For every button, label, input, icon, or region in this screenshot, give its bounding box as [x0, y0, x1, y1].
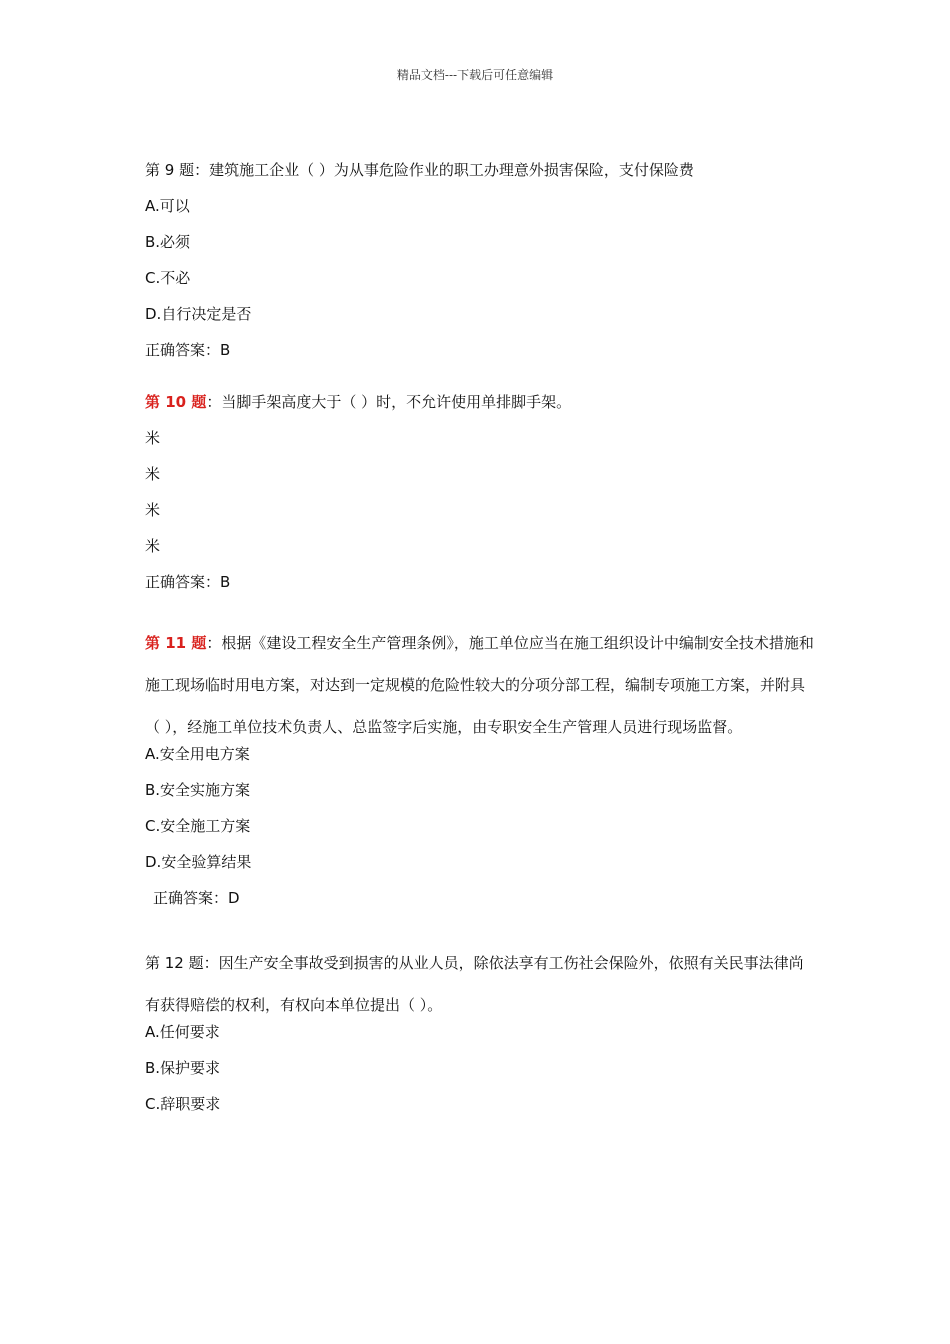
question-number: 第 10 题: [145, 393, 207, 411]
question-11: [145, 622, 815, 922]
question-text: ：建筑施工企业（ ）为从事危险作业的职工办理意外损害保险，支付保险费: [194, 161, 694, 179]
question-11-title: [145, 622, 815, 748]
option: 米: [145, 429, 161, 447]
question-9: [145, 158, 815, 374]
option: B.保护要求: [145, 1059, 221, 1077]
correct-answer: 正确答案：B: [145, 341, 231, 359]
option: C.不必: [145, 269, 191, 287]
correct-answer: 正确答案：B: [145, 573, 231, 591]
option: A.任何要求: [145, 1023, 220, 1041]
question-list: [145, 158, 815, 1128]
option: 米: [145, 465, 161, 483]
option: A.可以: [145, 197, 190, 215]
option: C.辞职要求: [145, 1095, 221, 1113]
question-text: ：根据《建设工程安全生产管理条例》，施工单位应当在施工组织设计中编制安全技术措施和施工现场临时用电方案，对达到一定规模的危险性较大的分项分部工程，编制专项施工方案，并附具（ ），经施工单位技术负责人、总监签字后实施，由专职安全生产管理人员进行现场监督。: [145, 634, 814, 736]
question-9-title: [145, 158, 815, 194]
question-12-title: [145, 942, 815, 1026]
question-number: 第 11 题: [145, 634, 207, 652]
question-text: ：当脚手架高度大于（ ）时，不允许使用单排脚手架。: [206, 393, 572, 411]
option: D.安全验算结果: [145, 853, 252, 871]
correct-answer: 正确答案：D: [153, 889, 240, 907]
page-header: 精品文档---下载后可任意编辑: [396, 68, 554, 82]
option: D.自行决定是否: [145, 305, 252, 323]
option: 米: [145, 501, 161, 519]
question-10: [145, 390, 815, 606]
option: B.必须: [145, 233, 191, 251]
question-number: 第 12 题: [145, 954, 204, 972]
option: C.安全施工方案: [145, 817, 251, 835]
question-10-title: [145, 390, 815, 426]
option: A.安全用电方案: [145, 745, 250, 763]
option: 米: [145, 537, 161, 555]
question-number: 第 9 题: [145, 161, 195, 179]
question-text: ：因生产安全事故受到损害的从业人员，除依法享有工伤社会保险外，依照有关民事法律尚有获得赔偿的权利，有权向本单位提出（ ）。: [145, 954, 804, 1014]
option: B.安全实施方案: [145, 781, 251, 799]
question-12: [145, 942, 815, 1128]
